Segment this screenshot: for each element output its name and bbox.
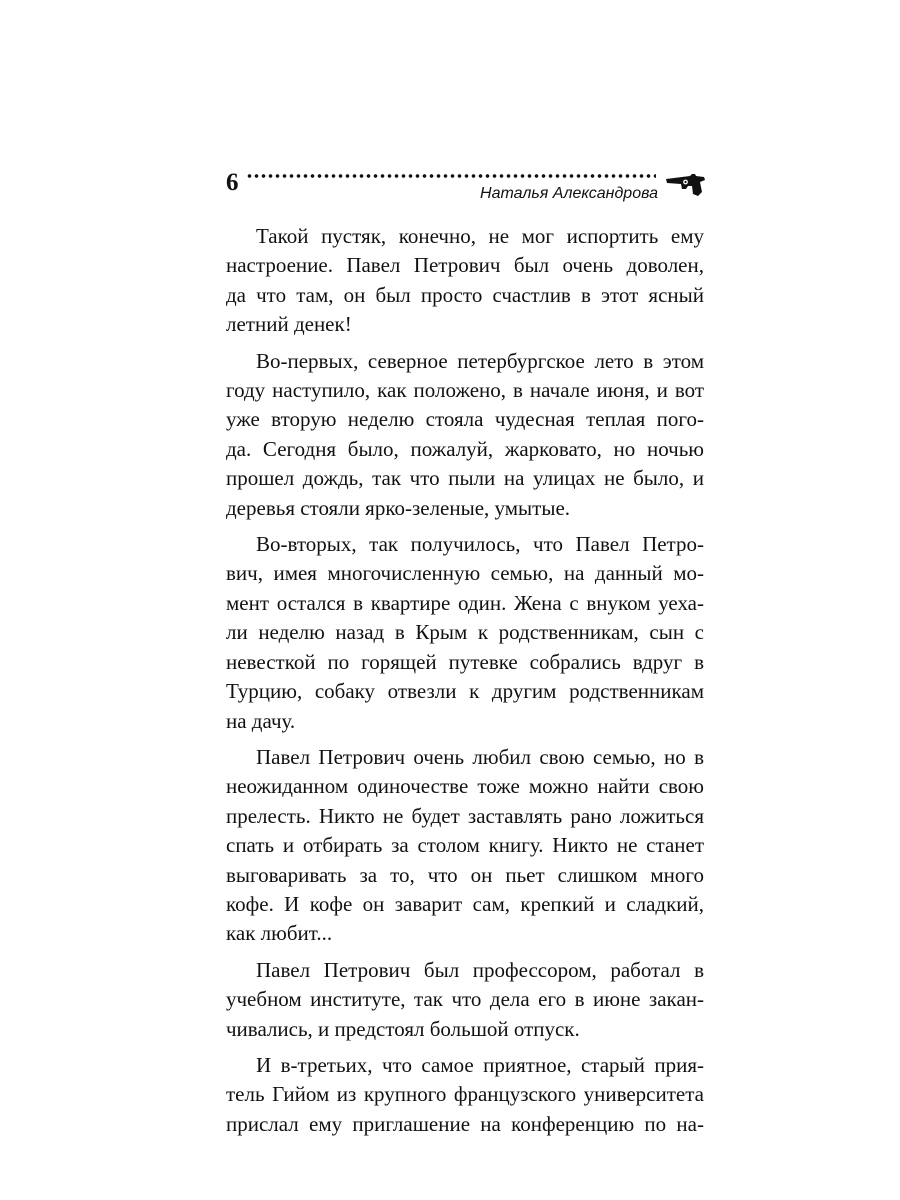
paragraph xyxy=(226,1051,704,1139)
text-line: Павел Петрович очень любил свою семью, но в xyxy=(256,744,704,769)
dotted-rule xyxy=(246,172,656,180)
text-line: на дачу. xyxy=(226,708,296,733)
paragraph xyxy=(226,743,704,949)
text-line: ли неделю назад в Крым к родственникам, сын с xyxy=(226,620,704,645)
text-line: деревья стояли ярко-зеленые, умытые. xyxy=(226,495,571,520)
text-line: Во-вторых, так получилось, что Павел Петро- xyxy=(256,532,704,557)
text-line: кофе. И кофе он заварит сам, крепкий и сладкий, xyxy=(226,891,704,916)
text-line: Турцию, собаку отвезли к другим родственникам xyxy=(226,679,704,704)
text-line: выговаривать за то, что он пьет слишком много xyxy=(226,862,704,887)
text-line: чивались, и предстоял большой отпуск. xyxy=(226,1016,580,1041)
text-line: неожиданном одиночестве тоже можно найти свою xyxy=(226,774,704,799)
text-line: Павел Петрович был профессором, работал в xyxy=(256,957,704,982)
text-line: году наступило, как положено, в начале июня, и вот xyxy=(226,378,704,403)
text-line: летний денек! xyxy=(226,312,352,337)
paragraph xyxy=(226,222,704,340)
paragraph xyxy=(226,530,704,736)
page-number: 6 xyxy=(226,169,239,196)
revolver-icon xyxy=(664,170,706,198)
text-line: уже вторую неделю стояла чудесная теплая пого- xyxy=(226,407,704,432)
text-line: невесткой по горящей путевке собрались вдруг в xyxy=(226,649,704,674)
text-line: настроение. Павел Петрович был очень доволен, xyxy=(226,253,704,278)
text-line: прислал ему приглашение на конференцию по на- xyxy=(226,1111,704,1136)
text-line: вич, имея многочисленную семью, на данный мо- xyxy=(226,561,704,586)
text-line: прошел дождь, так что пыли на улицах не было, и xyxy=(226,466,704,491)
text-line: да. Сегодня было, пожалуй, жарковато, но ночью xyxy=(226,436,704,461)
paragraph xyxy=(226,956,704,1044)
running-head-author: Наталья Александрова xyxy=(480,185,658,202)
text-line: учебном институте, так что дела его в июне закан- xyxy=(226,987,704,1012)
text-line: как любит... xyxy=(226,921,333,946)
body-text xyxy=(226,222,704,1146)
text-line: Во-первых, северное петербургское лето в этом xyxy=(256,348,704,373)
text-line: И в-третьих, что самое приятное, старый прия- xyxy=(256,1052,704,1077)
text-line: Такой пустяк, конечно, не мог испортить ему xyxy=(256,224,704,248)
text-line: тель Гийом из крупного французского университета xyxy=(226,1082,704,1107)
paragraph xyxy=(226,347,704,523)
text-line: прелесть. Никто не будет заставлять рано ложиться xyxy=(226,803,704,828)
text-line: спать и отбирать за столом книгу. Никто не станет xyxy=(226,833,704,858)
text-line: да что там, он был просто счастлив в этот ясный xyxy=(226,282,704,307)
text-line: мент остался в квартире один. Жена с внуком уеха- xyxy=(226,590,704,615)
